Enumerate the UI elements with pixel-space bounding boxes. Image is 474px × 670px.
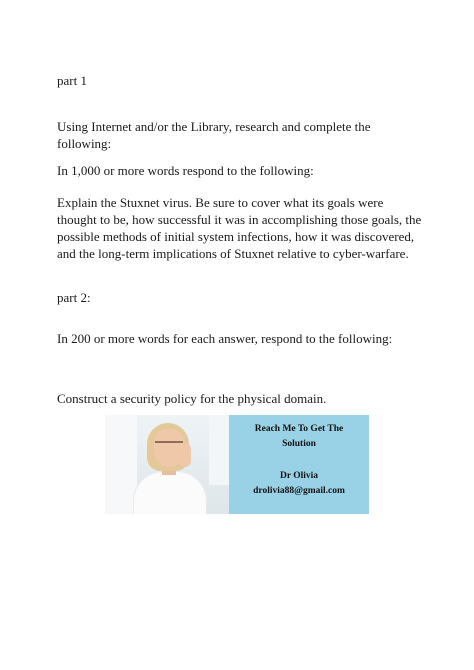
part2-heading: part 2: bbox=[57, 290, 91, 305]
contact-info-box bbox=[229, 415, 369, 514]
banner-email: drolivia88@gmail.com bbox=[253, 486, 345, 496]
word-count-instruction-2: In 200 or more words for each answer, respond to the following: bbox=[57, 331, 393, 346]
banner-line-2: Solution bbox=[282, 439, 316, 449]
banner-line-1: Reach Me To Get The bbox=[254, 424, 344, 434]
intro-paragraph: Using Internet and/or the Library, research and complete the following: bbox=[57, 119, 371, 151]
security-policy-task: Construct a security policy for the physical domain. bbox=[57, 391, 327, 406]
contact-banner bbox=[105, 415, 369, 514]
woman-photo bbox=[105, 415, 229, 514]
part1-heading: part 1 bbox=[57, 73, 87, 88]
word-count-instruction-1: In 1,000 or more words respond to the following: bbox=[57, 163, 314, 178]
stuxnet-prompt-paragraph: Explain the Stuxnet virus. Be sure to cover what its goals were thought to be, how successful it was in accomplishing those goals, the possible methods of initial system infections, how it was discovered, and the long-term implications of Stuxnet relative to cyber-warfare. bbox=[57, 195, 422, 261]
banner-name: Dr Olivia bbox=[279, 471, 319, 481]
